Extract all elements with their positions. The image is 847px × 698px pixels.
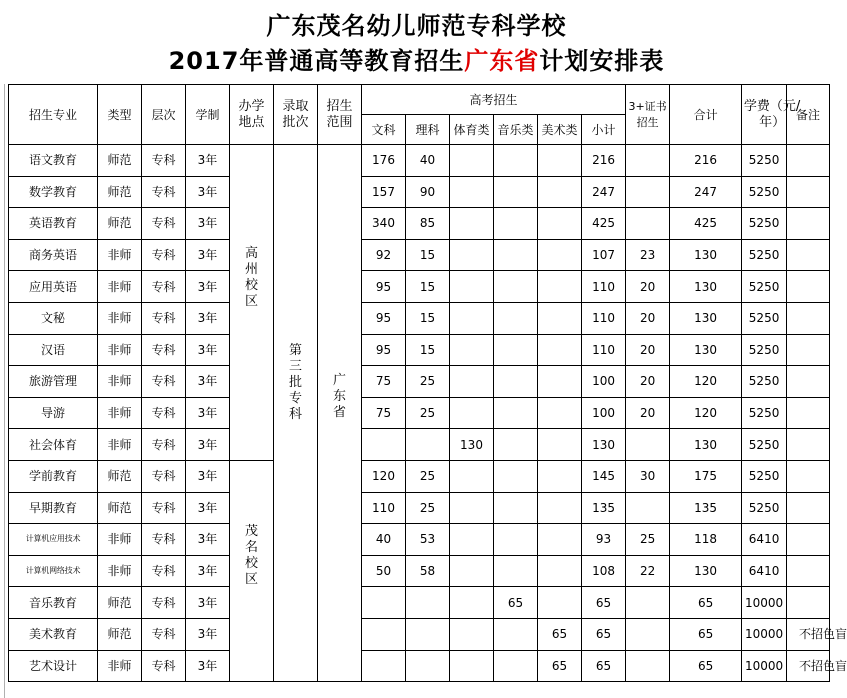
cell-dur: 3年 [186,618,230,650]
header-type: 类型 [98,85,142,145]
cell-fee: 5250 [742,239,787,271]
campus-maoming [230,460,274,681]
cell-like [406,618,450,650]
cell-meishu [538,145,582,177]
cell-level: 专科 [142,397,186,429]
cell-type: 师范 [98,176,142,208]
batch-span [274,145,318,682]
cell-meishu [538,208,582,240]
cell-level: 专科 [142,618,186,650]
cell-fee: 10000 [742,618,787,650]
cell-yinyue [494,492,538,524]
cell-cert: 20 [626,302,670,334]
cell-xiaoji: 65 [582,618,626,650]
cell-xiaoji: 110 [582,271,626,303]
cell-fee: 5250 [742,334,787,366]
cell-xiaoji: 247 [582,176,626,208]
scope-span-text: 广东省 [332,373,346,421]
cell-cert: 20 [626,397,670,429]
table-row [9,555,830,587]
cell-total: 130 [670,239,742,271]
cell-tiyu [450,334,494,366]
table-row [9,492,830,524]
campus-gaozhou [230,145,274,461]
cell-yinyue [494,302,538,334]
header-batch-text: 录取批次 [282,98,309,130]
table-row [9,271,830,303]
cell-fee: 5250 [742,397,787,429]
cell-cert: 20 [626,271,670,303]
plan-title-suffix: 计划安排表 [539,47,665,75]
cell-cert: 30 [626,460,670,492]
cell-major: 艺术设计 [9,650,98,682]
cell-fee: 5250 [742,492,787,524]
cell-cert [626,145,670,177]
table-row [9,302,830,334]
cell-dur: 3年 [186,239,230,271]
enrollment-plan-table [8,84,847,682]
cell-like: 40 [406,145,450,177]
cell-total: 120 [670,397,742,429]
cell-major: 英语教育 [9,208,98,240]
cell-level: 专科 [142,176,186,208]
cell-dur: 3年 [186,650,230,682]
cell-major: 美术教育 [9,618,98,650]
cell-type: 非师 [98,524,142,556]
cell-note [787,208,830,240]
cell-tiyu [450,271,494,303]
table-body [9,145,847,682]
cell-major: 计算机网络技术 [9,555,98,587]
cell-fee: 5250 [742,271,787,303]
cell-meishu [538,397,582,429]
table-row [9,397,830,429]
cell-meishu [538,587,582,619]
cell-note [787,366,830,398]
cell-dur: 3年 [186,429,230,461]
cell-like: 25 [406,492,450,524]
table-row [9,618,830,650]
cell-wenke: 75 [362,366,406,398]
header-gaokao: 高考招生 [362,85,626,115]
cell-total: 135 [670,492,742,524]
cell-tiyu [450,460,494,492]
header-xiaoji: 小计 [582,115,626,145]
cell-note [787,397,830,429]
cell-dur: 3年 [186,145,230,177]
header-tiyu: 体育类 [450,115,494,145]
cell-type: 非师 [98,429,142,461]
cell-tiyu [450,208,494,240]
cell-like: 90 [406,176,450,208]
cell-tiyu [450,524,494,556]
cell-yinyue [494,397,538,429]
header-fee-text: 学费（元/年） [743,98,801,130]
school-title: 广东茂名幼儿师范专科学校 [266,12,567,40]
cell-wenke: 120 [362,460,406,492]
header-like: 理科 [406,115,450,145]
cell-level: 专科 [142,524,186,556]
cell-meishu [538,524,582,556]
cell-fee: 6410 [742,555,787,587]
cell-xiaoji: 110 [582,334,626,366]
cell-note [787,460,830,492]
cell-tiyu [450,397,494,429]
cell-major: 早期教育 [9,492,98,524]
cell-tiyu [450,145,494,177]
cell-total: 175 [670,460,742,492]
cell-fee: 5250 [742,176,787,208]
cell-dur: 3年 [186,208,230,240]
cell-level: 专科 [142,302,186,334]
cell-total: 130 [670,429,742,461]
cell-total: 130 [670,271,742,303]
cell-type: 师范 [98,460,142,492]
cell-tiyu [450,587,494,619]
cell-level: 专科 [142,334,186,366]
header-fee [742,85,801,145]
cell-level: 专科 [142,460,186,492]
cell-level: 专科 [142,429,186,461]
cell-total: 216 [670,145,742,177]
cell-wenke [362,587,406,619]
cell-cert [626,587,670,619]
cell-meishu [538,302,582,334]
cell-cert: 20 [626,334,670,366]
cell-fee: 10000 [742,650,787,682]
cell-type: 非师 [98,302,142,334]
cell-yinyue [494,271,538,303]
cell-dur: 3年 [186,492,230,524]
cell-yinyue [494,524,538,556]
cell-like: 15 [406,239,450,271]
cell-tiyu [450,618,494,650]
cell-yinyue: 65 [494,587,538,619]
cell-cert: 20 [626,366,670,398]
cell-total: 247 [670,176,742,208]
cell-major: 学前教育 [9,460,98,492]
header-scope [318,85,362,145]
cell-wenke: 75 [362,397,406,429]
cell-meishu [538,492,582,524]
sheet-left-border [4,84,5,698]
cell-xiaoji: 100 [582,366,626,398]
cell-fee: 5250 [742,208,787,240]
header-campus [230,85,274,145]
cell-type: 非师 [98,334,142,366]
cell-major: 音乐教育 [9,587,98,619]
cell-major: 数学教育 [9,176,98,208]
cell-meishu [538,334,582,366]
cell-total: 120 [670,366,742,398]
cell-total: 130 [670,334,742,366]
title-area [0,0,833,84]
cell-note [787,271,830,303]
cell-type: 非师 [98,650,142,682]
cell-wenke: 340 [362,208,406,240]
batch-span-text: 第三批专科 [288,343,302,423]
cell-level: 专科 [142,145,186,177]
cell-yinyue [494,208,538,240]
header-wenke: 文科 [362,115,406,145]
cell-like: 25 [406,397,450,429]
header-campus-text: 办学地点 [238,98,265,130]
campus-maoming-text: 茂名校区 [244,524,258,588]
cell-meishu [538,176,582,208]
cell-yinyue [494,460,538,492]
cell-major: 汉语 [9,334,98,366]
cell-type: 非师 [98,366,142,398]
cell-wenke [362,618,406,650]
cell-xiaoji: 135 [582,492,626,524]
cell-tiyu [450,555,494,587]
cell-fee: 10000 [742,587,787,619]
cell-meishu [538,460,582,492]
cell-fee: 5250 [742,429,787,461]
cell-type: 师范 [98,587,142,619]
cell-note [787,176,830,208]
cell-yinyue [494,555,538,587]
cell-like [406,429,450,461]
cell-yinyue [494,366,538,398]
cell-note [787,239,830,271]
header-batch [274,85,318,145]
table-row [9,587,830,619]
cell-cert [626,176,670,208]
cell-dur: 3年 [186,397,230,429]
cell-like [406,587,450,619]
header-note: 备注 [787,85,830,145]
cell-dur: 3年 [186,460,230,492]
cell-total: 118 [670,524,742,556]
cell-note [787,492,830,524]
cell-fee: 5250 [742,366,787,398]
cell-type: 非师 [98,397,142,429]
table-row [9,460,830,492]
cell-yinyue [494,650,538,682]
cell-xiaoji: 107 [582,239,626,271]
cell-cert [626,618,670,650]
cell-xiaoji: 100 [582,397,626,429]
cell-major: 社会体育 [9,429,98,461]
cell-type: 师范 [98,492,142,524]
cell-xiaoji: 130 [582,429,626,461]
table-row [9,524,830,556]
cell-major: 应用英语 [9,271,98,303]
note-text: 不招色盲 [799,627,847,642]
cell-wenke: 95 [362,334,406,366]
cell-tiyu [450,366,494,398]
header-total: 合计 [670,85,742,145]
note-text: 不招色盲 [799,658,847,673]
cell-like: 25 [406,366,450,398]
cell-like: 85 [406,208,450,240]
cell-meishu [538,271,582,303]
cell-note [787,524,830,556]
cell-note [787,429,830,461]
cell-type: 非师 [98,239,142,271]
cell-type: 非师 [98,555,142,587]
cell-yinyue [494,176,538,208]
cell-cert [626,429,670,461]
cell-note [787,650,847,682]
cell-like: 15 [406,334,450,366]
cell-fee: 5250 [742,302,787,334]
cell-dur: 3年 [186,587,230,619]
cell-like [406,650,450,682]
cell-note [787,587,830,619]
cell-dur: 3年 [186,271,230,303]
cell-tiyu [450,176,494,208]
table-row [9,208,830,240]
header-cert-text: 3+证书招生 [628,99,667,129]
cell-wenke: 110 [362,492,406,524]
cell-fee: 5250 [742,460,787,492]
cell-tiyu [450,492,494,524]
header-scope-text: 招生范围 [326,98,353,130]
cell-major: 旅游管理 [9,366,98,398]
table-row [9,429,830,461]
cell-like: 15 [406,271,450,303]
cell-note [787,555,830,587]
cell-level: 专科 [142,555,186,587]
table-row [9,239,830,271]
cell-meishu [538,239,582,271]
cell-yinyue [494,334,538,366]
cell-level: 专科 [142,208,186,240]
cell-total: 130 [670,555,742,587]
cell-wenke: 157 [362,176,406,208]
cell-major: 商务英语 [9,239,98,271]
cell-like: 25 [406,460,450,492]
plan-title-prefix: 2017年普通高等教育招生 [168,47,465,75]
cell-level: 专科 [142,366,186,398]
cell-dur: 3年 [186,334,230,366]
cell-type: 非师 [98,271,142,303]
campus-gaozhou-text: 高州校区 [244,246,258,310]
cell-level: 专科 [142,492,186,524]
cell-level: 专科 [142,271,186,303]
header-cert [626,85,670,145]
cell-meishu [538,366,582,398]
cell-xiaoji: 110 [582,302,626,334]
cell-xiaoji: 65 [582,650,626,682]
cell-note [787,145,830,177]
cell-dur: 3年 [186,524,230,556]
cell-xiaoji: 65 [582,587,626,619]
table-row [9,145,830,177]
table-row [9,366,830,398]
cell-wenke: 95 [362,302,406,334]
cell-major: 文秘 [9,302,98,334]
cell-meishu [538,555,582,587]
cell-wenke [362,429,406,461]
cell-like: 58 [406,555,450,587]
cell-total: 65 [670,618,742,650]
cell-meishu [538,429,582,461]
cell-dur: 3年 [186,176,230,208]
cell-wenke [362,650,406,682]
cell-fee: 5250 [742,145,787,177]
table-row [9,334,830,366]
plan-title-province: 广东省 [464,47,540,75]
cell-note [787,618,847,650]
cell-total: 130 [670,302,742,334]
cell-type: 师范 [98,208,142,240]
cell-xiaoji: 108 [582,555,626,587]
cell-cert [626,492,670,524]
cell-major: 导游 [9,397,98,429]
header-duration: 学制 [186,85,230,145]
scope-span [318,145,362,682]
cell-cert: 23 [626,239,670,271]
header-major: 招生专业 [9,85,98,145]
cell-wenke: 40 [362,524,406,556]
cell-wenke: 95 [362,271,406,303]
cell-dur: 3年 [186,302,230,334]
cell-level: 专科 [142,650,186,682]
cell-yinyue [494,618,538,650]
header-yinyue: 音乐类 [494,115,538,145]
table-row [9,176,830,208]
cell-note [787,334,830,366]
cell-fee: 6410 [742,524,787,556]
cell-type: 师范 [98,618,142,650]
cell-xiaoji: 425 [582,208,626,240]
cell-wenke: 50 [362,555,406,587]
cell-level: 专科 [142,239,186,271]
cell-tiyu [450,650,494,682]
cell-note [787,302,830,334]
plan-title [0,41,833,76]
cell-wenke: 176 [362,145,406,177]
cell-cert [626,650,670,682]
cell-wenke: 92 [362,239,406,271]
cell-tiyu: 130 [450,429,494,461]
cell-dur: 3年 [186,555,230,587]
cell-total: 65 [670,650,742,682]
cell-total: 425 [670,208,742,240]
cell-level: 专科 [142,587,186,619]
cell-cert [626,208,670,240]
cell-major: 语文教育 [9,145,98,177]
cell-cert: 22 [626,555,670,587]
cell-xiaoji: 145 [582,460,626,492]
cell-xiaoji: 216 [582,145,626,177]
cell-yinyue [494,145,538,177]
table-row [9,650,830,682]
cell-yinyue [494,429,538,461]
cell-yinyue [494,239,538,271]
cell-major: 计算机应用技术 [9,524,98,556]
cell-tiyu [450,302,494,334]
cell-type: 师范 [98,145,142,177]
cell-xiaoji: 93 [582,524,626,556]
cell-meishu: 65 [538,618,582,650]
cell-total: 65 [670,587,742,619]
header-level: 层次 [142,85,186,145]
cell-tiyu [450,239,494,271]
cell-like: 15 [406,302,450,334]
cell-dur: 3年 [186,366,230,398]
header-meishu: 美术类 [538,115,582,145]
cell-meishu: 65 [538,650,582,682]
cell-like: 53 [406,524,450,556]
cell-cert: 25 [626,524,670,556]
